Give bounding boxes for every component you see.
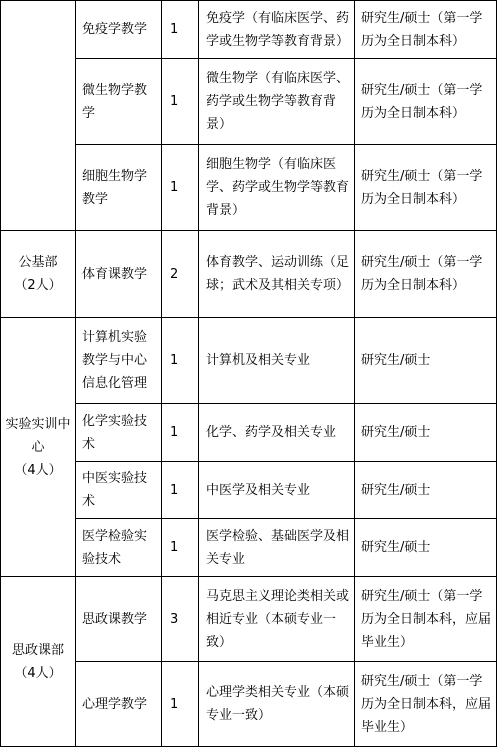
position-cell: 细胞生物学教学	[76, 145, 162, 231]
education-cell: 研究生/硕士（第一学历为全日制本科）	[355, 231, 497, 318]
position-cell: 计算机实验教学与中心信息化管理	[76, 318, 162, 404]
major-cell: 计算机及相关专业	[199, 318, 355, 404]
department-name: 实验实训中心	[5, 416, 71, 455]
education-cell: 研究生/硕士（第一学历为全日制本科，应届毕业生）	[355, 577, 497, 662]
table-row	[1, 519, 497, 577]
major-cell: 细胞生物学（有临床医学、药学或生物学等教育背景）	[199, 145, 355, 231]
count-cell: 1	[162, 59, 199, 145]
education-cell: 研究生/硕士	[355, 318, 497, 404]
department-count: （4人）	[14, 462, 62, 478]
count-cell: 1	[162, 145, 199, 231]
education-cell: 研究生/硕士（第一学历为全日制本科，应届毕业生）	[355, 662, 497, 747]
education-cell: 研究生/硕士（第一学历为全日制本科）	[355, 59, 497, 145]
major-cell: 化学、药学及相关专业	[199, 404, 355, 462]
table-row	[1, 59, 497, 145]
department-cell	[1, 231, 76, 318]
department-count: （2人）	[14, 278, 62, 293]
department-cell	[1, 1, 76, 231]
position-cell: 化学实验技术	[76, 404, 162, 462]
education-cell: 研究生/硕士	[355, 404, 497, 462]
major-cell: 微生物学（有临床医学、药学或生物学等教育背景）	[199, 59, 355, 145]
department-cell	[1, 577, 76, 747]
position-cell: 微生物学教学	[76, 59, 162, 145]
education-cell: 研究生/硕士（第一学历为全日制本科）	[355, 1, 497, 59]
table-row	[1, 404, 497, 462]
major-cell: 中医学及相关专业	[199, 462, 355, 519]
count-cell: 1	[162, 1, 199, 59]
department-name: 公基部	[18, 255, 58, 270]
count-cell: 1	[162, 404, 199, 462]
table-row	[1, 231, 497, 318]
position-cell: 免疫学教学	[76, 1, 162, 59]
major-cell: 免疫学（有临床医学、药学或生物学等教育背景）	[199, 1, 355, 59]
department-cell	[1, 318, 76, 577]
table-row	[1, 318, 497, 404]
count-cell: 3	[162, 577, 199, 662]
position-cell: 中医实验技术	[76, 462, 162, 519]
position-cell: 体育课教学	[76, 231, 162, 318]
education-cell: 研究生/硕士	[355, 462, 497, 519]
education-cell: 研究生/硕士	[355, 519, 497, 577]
major-cell: 马克思主义理论类相关或相近专业（本硕专业一致）	[199, 577, 355, 662]
position-cell: 心理学教学	[76, 662, 162, 747]
count-cell: 1	[162, 519, 199, 577]
table-row	[1, 145, 497, 231]
position-cell: 思政课教学	[76, 577, 162, 662]
table-row	[1, 577, 497, 662]
table-row	[1, 462, 497, 519]
department-name: 思政课部	[11, 642, 64, 658]
count-cell: 1	[162, 318, 199, 404]
count-cell: 1	[162, 462, 199, 519]
count-cell: 2	[162, 231, 199, 318]
count-cell: 1	[162, 662, 199, 747]
department-count: （4人）	[14, 665, 62, 681]
major-cell: 体育教学、运动训练（足球；武术及其相关专项）	[199, 231, 355, 318]
table-row	[1, 1, 497, 59]
major-cell: 医学检验、基础医学及相关专业	[199, 519, 355, 577]
table-row	[1, 662, 497, 747]
education-cell: 研究生/硕士（第一学历为全日制本科）	[355, 145, 497, 231]
position-cell: 医学检验实验技术	[76, 519, 162, 577]
major-cell: 心理学类相关专业（本硕专业一致）	[199, 662, 355, 747]
